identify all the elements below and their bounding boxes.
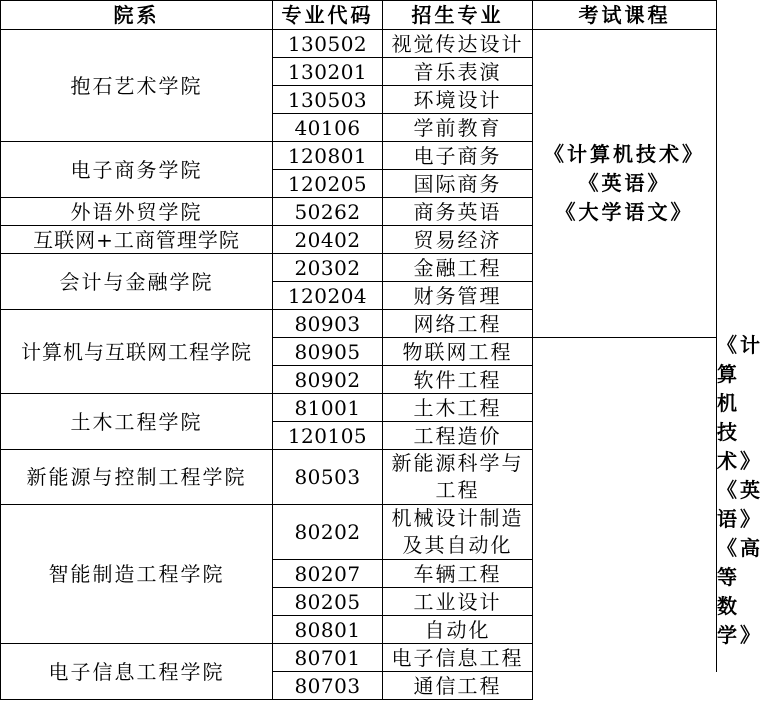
major-name: 自动化 (383, 616, 533, 644)
major-code: 81001 (273, 394, 383, 422)
table-row (1, 644, 717, 672)
major-code: 20402 (273, 226, 383, 254)
major-code: 80205 (273, 588, 383, 616)
major-name: 车辆工程 (383, 560, 533, 588)
college-name: 电子商务学院 (1, 142, 273, 198)
major-code: 50262 (273, 198, 383, 226)
major-name: 工业设计 (383, 588, 533, 616)
college-name: 电子信息工程学院 (1, 644, 273, 700)
major-name: 环境设计 (383, 86, 533, 114)
major-name: 音乐表演 (383, 58, 533, 86)
major-code: 40106 (273, 114, 383, 142)
header-exam-courses: 考试课程 (533, 1, 717, 30)
major-name: 软件工程 (383, 366, 533, 394)
major-name: 电子商务 (383, 142, 533, 170)
major-name: 机械设计制造及其自动化 (383, 505, 533, 560)
college-name: 新能源与控制工程学院 (1, 450, 273, 505)
major-name: 通信工程 (383, 672, 533, 700)
college-name: 抱石艺术学院 (1, 30, 273, 142)
major-name: 物联网工程 (383, 338, 533, 366)
table-row (1, 30, 717, 58)
major-name: 财务管理 (383, 282, 533, 310)
major-name: 工程造价 (383, 422, 533, 450)
exam-course: 《英语》 (578, 171, 671, 195)
major-name: 电子信息工程 (383, 644, 533, 672)
college-name: 智能制造工程学院 (1, 505, 273, 644)
major-code: 130201 (273, 58, 383, 86)
major-code: 80202 (273, 505, 383, 560)
major-name: 国际商务 (383, 170, 533, 198)
college-name: 互联网+工商管理学院 (1, 226, 273, 254)
major-code: 120205 (273, 170, 383, 198)
major-name: 贸易经济 (383, 226, 533, 254)
major-name: 金融工程 (383, 254, 533, 282)
major-code: 80905 (273, 338, 383, 366)
college-name: 会计与金融学院 (1, 254, 273, 310)
major-code: 80207 (273, 560, 383, 588)
major-code: 80503 (273, 450, 383, 505)
header-major: 招生专业 (383, 1, 533, 30)
college-name: 外语外贸学院 (1, 198, 273, 226)
major-code: 20302 (273, 254, 383, 282)
major-name: 网络工程 (383, 310, 533, 338)
major-code: 80801 (273, 616, 383, 644)
major-name: 土木工程 (383, 394, 533, 422)
college-name: 计算机与互联网工程学院 (1, 310, 273, 394)
major-name: 商务英语 (383, 198, 533, 226)
header-college: 院系 (1, 1, 273, 30)
major-code: 120801 (273, 142, 383, 170)
major-code: 120204 (273, 282, 383, 310)
college-name: 土木工程学院 (1, 394, 273, 450)
table-row (1, 394, 717, 422)
major-code: 130503 (273, 86, 383, 114)
table-row: 计算机与互联网工程学院 80903 网络工程 《计算机技术》 《英语》 《高等数学》 (1, 310, 717, 338)
header-row (1, 1, 717, 30)
major-name: 新能源科学与工程 (383, 450, 533, 505)
major-code: 130502 (273, 30, 383, 58)
major-code: 120105 (273, 422, 383, 450)
major-code: 80703 (273, 672, 383, 700)
major-code: 80701 (273, 644, 383, 672)
major-code: 80903 (273, 310, 383, 338)
major-name: 视觉传达设计 (383, 30, 533, 58)
exam-course: 《计算机技术》 (544, 142, 705, 166)
exam-courses-group-1 (533, 30, 717, 338)
exam-course: 《大学语文》 (555, 200, 694, 224)
header-major-code: 专业代码 (273, 1, 383, 30)
major-code: 80902 (273, 366, 383, 394)
major-name: 学前教育 (383, 114, 533, 142)
